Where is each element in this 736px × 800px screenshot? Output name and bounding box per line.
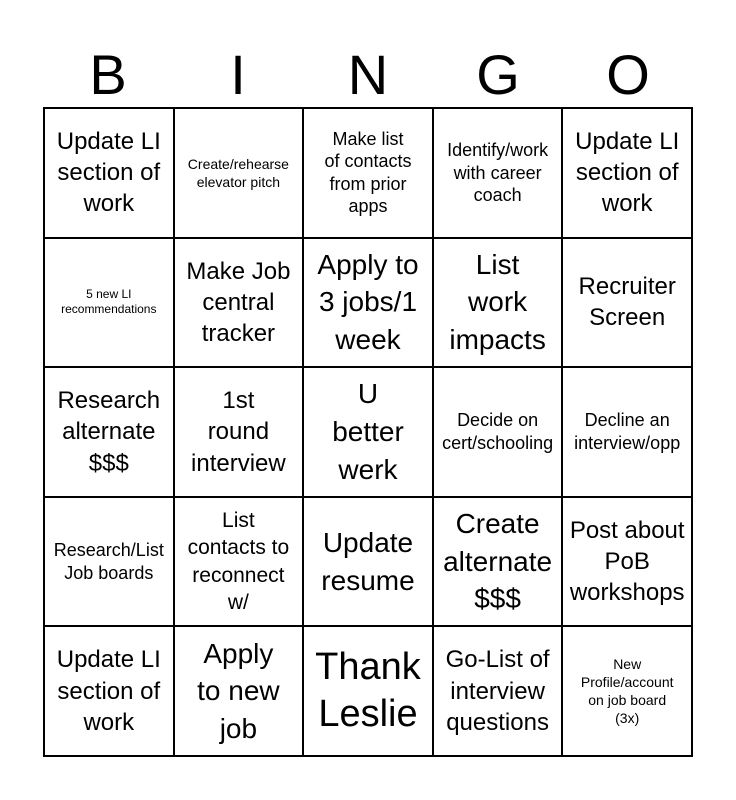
bingo-cell[interactable]: 5 new LI recommendations — [44, 238, 174, 368]
bingo-cell[interactable]: Decide on cert/schooling — [433, 367, 563, 497]
bingo-cell[interactable]: Update LI section of work — [44, 626, 174, 756]
bingo-cell[interactable]: Research/List Job boards — [44, 497, 174, 627]
bingo-cell[interactable]: Go-List of interview questions — [433, 626, 563, 756]
bingo-cell[interactable]: Decline an interview/opp — [562, 367, 692, 497]
title-letter-n: N — [347, 43, 389, 106]
bingo-card — [43, 107, 693, 757]
bingo-cell[interactable]: Research alternate $$$ — [44, 367, 174, 497]
bingo-cell[interactable]: U better werk — [303, 367, 433, 497]
bingo-cell[interactable]: Identify/work with career coach — [433, 108, 563, 238]
bingo-cell[interactable]: List contacts to reconnect w/ — [174, 497, 304, 627]
bingo-cell[interactable]: Apply to 3 jobs/1 week — [303, 238, 433, 368]
bingo-cell[interactable]: Recruiter Screen — [562, 238, 692, 368]
bingo-cell[interactable]: Update LI section of work — [44, 108, 174, 238]
bingo-cell[interactable]: 1st round interview — [174, 367, 304, 497]
bingo-cell[interactable]: Create alternate $$$ — [433, 497, 563, 627]
bingo-cell[interactable]: Update resume — [303, 497, 433, 627]
bingo-cell[interactable]: List work impacts — [433, 238, 563, 368]
bingo-title — [43, 44, 693, 106]
title-letter-g: G — [476, 43, 520, 106]
bingo-cell[interactable]: Make list of contacts from prior apps — [303, 108, 433, 238]
title-letter-o: O — [606, 43, 650, 106]
bingo-cell[interactable]: Create/rehearse elevator pitch — [174, 108, 304, 238]
bingo-cell[interactable]: Make Job central tracker — [174, 238, 304, 368]
bingo-cell[interactable]: Apply to new job — [174, 626, 304, 756]
bingo-cell[interactable]: Post about PoB workshops — [562, 497, 692, 627]
bingo-cell[interactable]: Thank Leslie — [303, 626, 433, 756]
bingo-cell[interactable]: New Profile/account on job board (3x) — [562, 626, 692, 756]
title-letter-b: B — [89, 43, 127, 106]
bingo-cell[interactable]: Update LI section of work — [562, 108, 692, 238]
title-letter-i: I — [230, 43, 246, 106]
